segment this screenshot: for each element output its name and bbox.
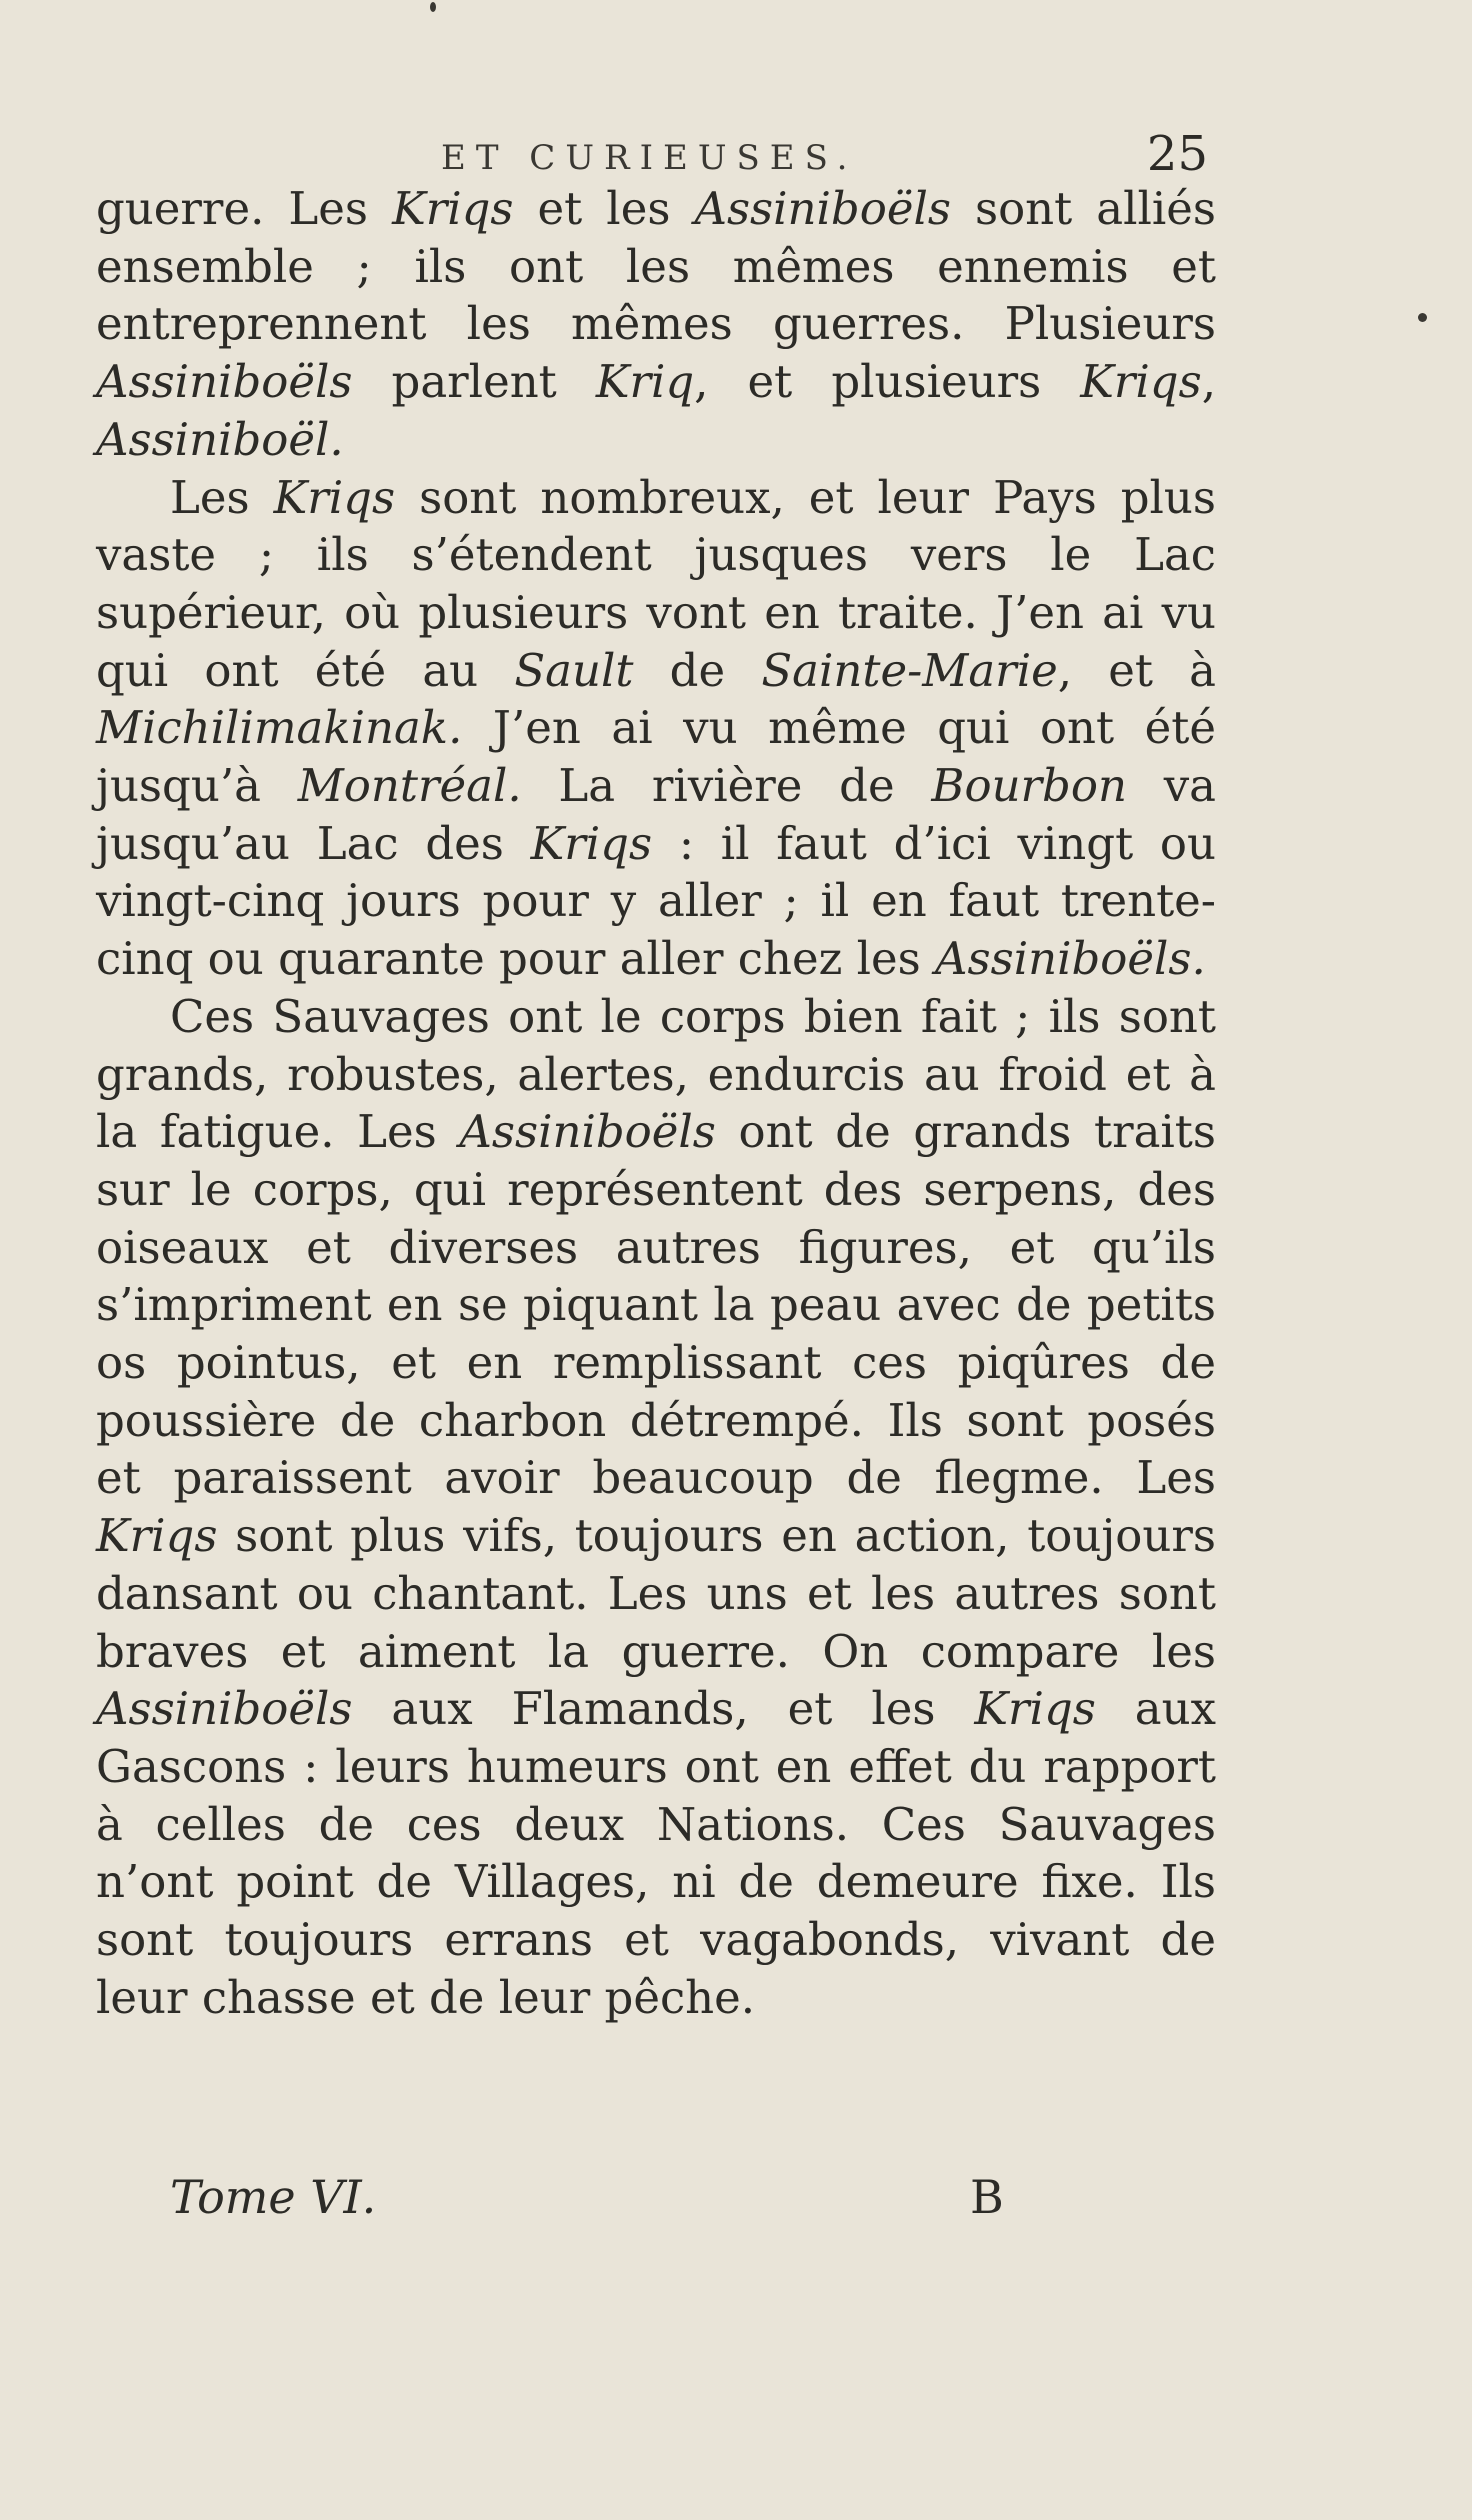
italic-text-run: Kriqs (1080, 355, 1202, 409)
italic-text-run: Assiniboëls (459, 1105, 716, 1159)
text-run: de (633, 643, 762, 697)
text-run: La rivière de (521, 759, 932, 813)
text-run: guerre. Les (96, 182, 393, 235)
text-run: , et à (1057, 643, 1216, 697)
ink-speck (1418, 313, 1427, 322)
italic-text-run: Sault (514, 643, 634, 697)
italic-text-run: Kriq (595, 355, 695, 409)
signature-mark: B (970, 2170, 1004, 2224)
italic-text-run: Kriqs (96, 1509, 218, 1563)
text-run: Ces Sauvages ont le corps bien fait ; ils sont grands, robustes, alertes, endurcis au froid et à la fatigue. Les (96, 989, 1216, 1159)
italic-text-run: Montréal. (297, 759, 522, 813)
text-run: , et plusieurs (694, 355, 1081, 409)
italic-text-run: Kriqs (530, 816, 653, 870)
italic-text-run: Kriqs (273, 470, 396, 524)
page-footer (170, 2170, 1010, 2240)
italic-text-run: Sainte-Marie (761, 643, 1058, 697)
text-run: sont plus vifs, toujours en action, toujours dansant ou chantant. Les uns et les autres sont braves et aiment la guerre. On compare les (96, 1509, 1216, 1678)
italic-text-run: Assiniboëls. (935, 932, 1206, 986)
text-run: sont nombreux, et leur Pays plus vaste ; ils s’étendent jusques vers le Lac supérieur, où plusieurs vont en traite. J’en ai vu qui ont été au (96, 470, 1216, 697)
italic-text-run: Assiniboëls (96, 355, 353, 409)
text-run: et les (513, 182, 695, 235)
italic-text-run: Michilimakinak. (96, 701, 463, 755)
running-head (96, 126, 1208, 182)
paragraph (96, 469, 1216, 988)
text-run: J’en ai vu même qui ont été jusqu’à (96, 701, 1216, 813)
text-run: aux Gascons : leurs humeurs ont en effet du rapport à celles de ces deux Nations. Ces Sauvages n’ont point de Villages, ni de demeure fixe. Ils sont toujours errans et vagabonds, vivant de leur chasse et de leur pêche. (96, 1682, 1216, 2024)
ink-speck (430, 2, 436, 12)
italic-text-run: Kriqs (392, 182, 514, 235)
paragraph (96, 988, 1216, 2027)
text-run: Les (170, 470, 274, 524)
text-run: , (1201, 355, 1216, 409)
body-text (96, 180, 1216, 2027)
text-run: parlent (352, 355, 596, 409)
text-run: sont alliés ensemble ; ils ont les mêmes ennemis et entreprennent les mêmes guerres. Plusieurs (96, 182, 1217, 351)
italic-text-run: Kriqs (974, 1682, 1096, 1736)
running-head-title: ET CURIEUSES. (441, 138, 858, 178)
italic-text-run: Assiniboël. (96, 412, 344, 466)
text-run: va jusqu’au Lac des (96, 759, 1216, 870)
text-run: : il faut d’ici vingt ou vingt-cinq jours pour y aller ; il en faut trente-cinq ou quarante pour aller chez les (96, 816, 1216, 986)
text-run: aux Flamands, et les (352, 1682, 975, 1736)
paragraph (96, 180, 1216, 469)
italic-text-run: Assiniboëls (96, 1682, 353, 1736)
text-run: ont de grands traits sur le corps, qui représentent des serpens, des oiseaux et diverses autres figures, et qu’ils s’impriment en se piquant la peau avec de petits os pointus, et en remplissant ces piqûres de poussière de charbon détrempé. Ils sont posés et paraissent avoir beaucoup de flegme. Les (96, 1105, 1216, 1505)
italic-text-run: Bourbon (931, 759, 1127, 813)
italic-text-run: Assiniboëls (694, 182, 951, 235)
volume-label: Tome VI. (170, 2170, 377, 2224)
page-number: 25 (1146, 126, 1208, 182)
